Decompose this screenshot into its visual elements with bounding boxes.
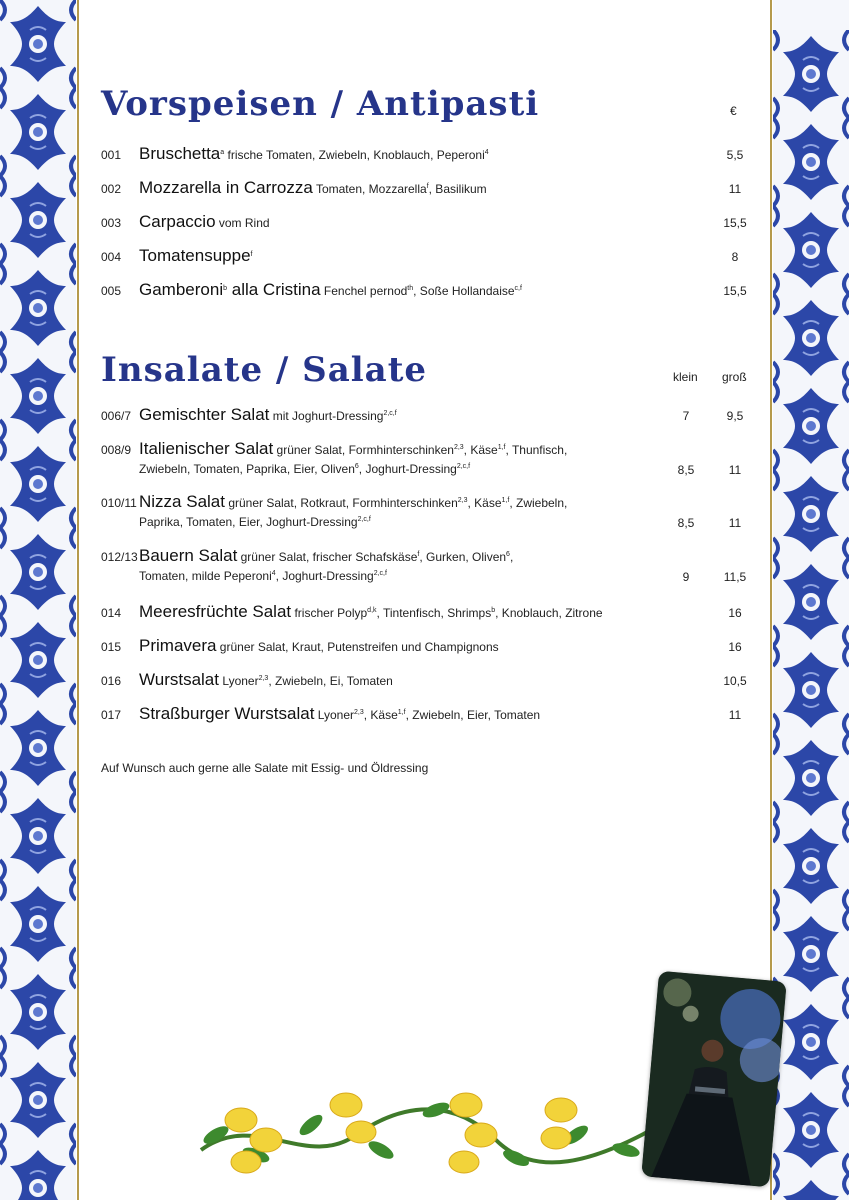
item-price-small: 8,5 — [677, 516, 695, 530]
item-price: 11 — [728, 182, 742, 196]
item-description: Fenchel pernod — [320, 284, 408, 298]
item-name-cont: alla Cristina — [227, 280, 321, 299]
item-description: , Käse — [463, 443, 498, 457]
item-description: grüner Salat, Formhinterschinken — [273, 443, 454, 457]
item-price-large: 9,5 — [726, 409, 744, 423]
item-line-2 — [139, 462, 470, 476]
allergen-mark: 2,c,f — [383, 410, 397, 417]
item-number: 010/11 — [101, 496, 137, 510]
lemon-vine-decoration — [196, 1080, 656, 1180]
item-description: Paprika, Tomaten, Eier, Joghurt-Dressing — [139, 515, 358, 529]
item-price-large: 11,5 — [723, 570, 747, 584]
item-price: 5,5 — [726, 148, 744, 162]
item-number: 002 — [101, 182, 122, 196]
item-name: Wurstsalat — [139, 670, 219, 689]
item-description: , Zwiebeln, Ei, Tomaten — [268, 674, 393, 688]
item-description: , Tintenfisch, Shrimps — [376, 606, 492, 620]
allergen-mark: 4 — [271, 570, 276, 577]
allergen-mark: 2,3 — [457, 497, 468, 504]
item-number: 017 — [101, 708, 122, 722]
section-title-salate: Insalate / Salate — [101, 350, 428, 390]
allergen-mark: f — [417, 551, 420, 558]
item-number: 008/9 — [101, 443, 132, 457]
allergen-mark: a — [220, 149, 225, 156]
gold-rule-left — [77, 0, 79, 1200]
allergen-mark: 1,f — [501, 497, 510, 504]
item-name: Mozzarella in Carrozza — [139, 178, 313, 197]
item-line — [139, 144, 489, 164]
item-name: Italienischer Salat — [139, 439, 274, 458]
right-tile-border — [773, 0, 849, 1200]
item-name: Bauern Salat — [139, 546, 238, 565]
item-description: , Basilikum — [428, 182, 487, 196]
item-description: Lyoner — [219, 674, 259, 688]
allergen-mark: 2,3 — [354, 709, 364, 716]
item-description: , Soße Hollandaise — [413, 284, 515, 298]
item-number: 006/7 — [101, 409, 132, 423]
item-description: Tomaten, milde Peperoni — [139, 569, 272, 583]
allergen-mark: c,f — [514, 285, 522, 292]
item-number: 001 — [101, 148, 122, 162]
item-description: , Käse — [467, 496, 502, 510]
item-description: , Thunfisch, — [505, 443, 568, 457]
allergen-mark: 1,f — [497, 444, 506, 451]
item-line — [139, 280, 522, 300]
item-price-large: 11 — [728, 463, 742, 477]
item-description: , Zwiebeln, — [509, 496, 568, 510]
majolica-tile-pattern — [773, 0, 849, 1200]
item-name: Primavera — [139, 636, 217, 655]
dressing-note: Auf Wunsch auch gerne alle Salate mit Essig- und Öldressing — [101, 761, 429, 775]
allergen-mark: 4 — [484, 149, 489, 156]
item-description: , Knoblauch, Zitrone — [495, 606, 603, 620]
item-description: mit Joghurt-Dressing — [269, 409, 384, 423]
column-header-small: klein — [673, 370, 698, 384]
item-line — [139, 546, 513, 566]
item-name: Gamberoni — [139, 280, 224, 299]
item-line — [139, 212, 270, 232]
majolica-tile-pattern — [0, 0, 76, 1200]
allergen-mark: f — [250, 251, 253, 258]
item-price-large: 10,5 — [723, 674, 747, 688]
item-description: vom Rind — [215, 216, 270, 230]
item-name: Bruschetta — [139, 144, 221, 163]
item-line — [139, 405, 397, 425]
item-description: frische Tomaten, Zwiebeln, Knoblauch, Peperoni — [224, 148, 485, 162]
guest-photo — [641, 971, 786, 1187]
item-number: 003 — [101, 216, 122, 230]
column-header-large: groß — [722, 370, 747, 384]
item-line — [139, 602, 603, 622]
item-line — [139, 178, 487, 198]
allergen-mark: 6 — [354, 463, 359, 470]
item-line — [139, 439, 567, 459]
section-title-antipasti: Vorspeisen / Antipasti — [101, 84, 540, 124]
item-name: Nizza Salat — [139, 492, 225, 511]
item-price-small: 9 — [682, 570, 690, 584]
item-description: , Zwiebeln, Eier, Tomaten — [405, 708, 541, 722]
item-description: Lyoner — [314, 708, 355, 722]
item-description: grüner Salat, frischer Schafskäse — [237, 550, 418, 564]
item-name: Gemischter Salat — [139, 405, 270, 424]
item-price-small: 7 — [682, 409, 690, 423]
allergen-mark: th — [407, 285, 414, 292]
allergen-mark: 2,3 — [258, 675, 269, 682]
item-price-large: 11 — [728, 516, 742, 530]
item-line — [139, 246, 252, 266]
item-line — [139, 670, 393, 690]
item-description: , Käse — [363, 708, 398, 722]
photo-image — [641, 971, 786, 1187]
item-number: 004 — [101, 250, 122, 264]
left-tile-border — [0, 0, 76, 1200]
currency-header: € — [730, 104, 737, 118]
allergen-mark: 6 — [506, 551, 510, 558]
item-description: grüner Salat, Rotkraut, Formhinterschinken — [224, 496, 458, 510]
item-number: 015 — [101, 640, 122, 654]
item-name: Carpaccio — [139, 212, 216, 231]
item-price: 8 — [731, 250, 739, 264]
allergen-mark: 2,c,f — [373, 570, 387, 577]
item-price-large: 11 — [728, 708, 742, 722]
item-description: Zwiebeln, Tomaten, Paprika, Eier, Oliven — [139, 462, 355, 476]
item-price-large: 16 — [728, 640, 742, 654]
allergen-mark: 1,f — [397, 709, 406, 716]
item-description: , — [509, 550, 514, 564]
item-number: 016 — [101, 674, 122, 688]
item-description: frischer Polyp — [291, 606, 368, 620]
item-description: , Joghurt-Dressing — [358, 462, 457, 476]
item-line-2 — [139, 569, 387, 583]
item-price-small: 8,5 — [677, 463, 695, 477]
allergen-mark: 2,c,f — [456, 463, 471, 470]
item-price: 15,5 — [723, 216, 747, 230]
allergen-mark: b — [223, 285, 228, 292]
item-line-2 — [139, 515, 371, 529]
allergen-mark: b — [491, 607, 496, 614]
allergen-mark: d,k — [367, 607, 377, 614]
item-price: 15,5 — [723, 284, 747, 298]
item-description: , Joghurt-Dressing — [275, 569, 374, 583]
item-line — [139, 636, 499, 656]
allergen-mark: 2,3 — [453, 444, 464, 451]
item-number: 005 — [101, 284, 122, 298]
item-line — [139, 492, 567, 512]
item-name: Straßburger Wurstsalat — [139, 704, 315, 723]
item-name: Tomatensuppe — [139, 246, 251, 265]
item-number: 014 — [101, 606, 122, 620]
item-description: grüner Salat, Kraut, Putenstreifen und Champignons — [216, 640, 499, 654]
item-name: Meeresfrüchte Salat — [139, 602, 292, 621]
allergen-mark: f — [426, 183, 429, 190]
item-number: 012/13 — [101, 550, 138, 564]
item-line — [139, 704, 540, 724]
item-description: , Gurken, Oliven — [419, 550, 507, 564]
item-price-large: 16 — [728, 606, 742, 620]
item-description: Tomaten, Mozzarella — [312, 182, 427, 196]
allergen-mark: 2,c,f — [357, 516, 371, 523]
